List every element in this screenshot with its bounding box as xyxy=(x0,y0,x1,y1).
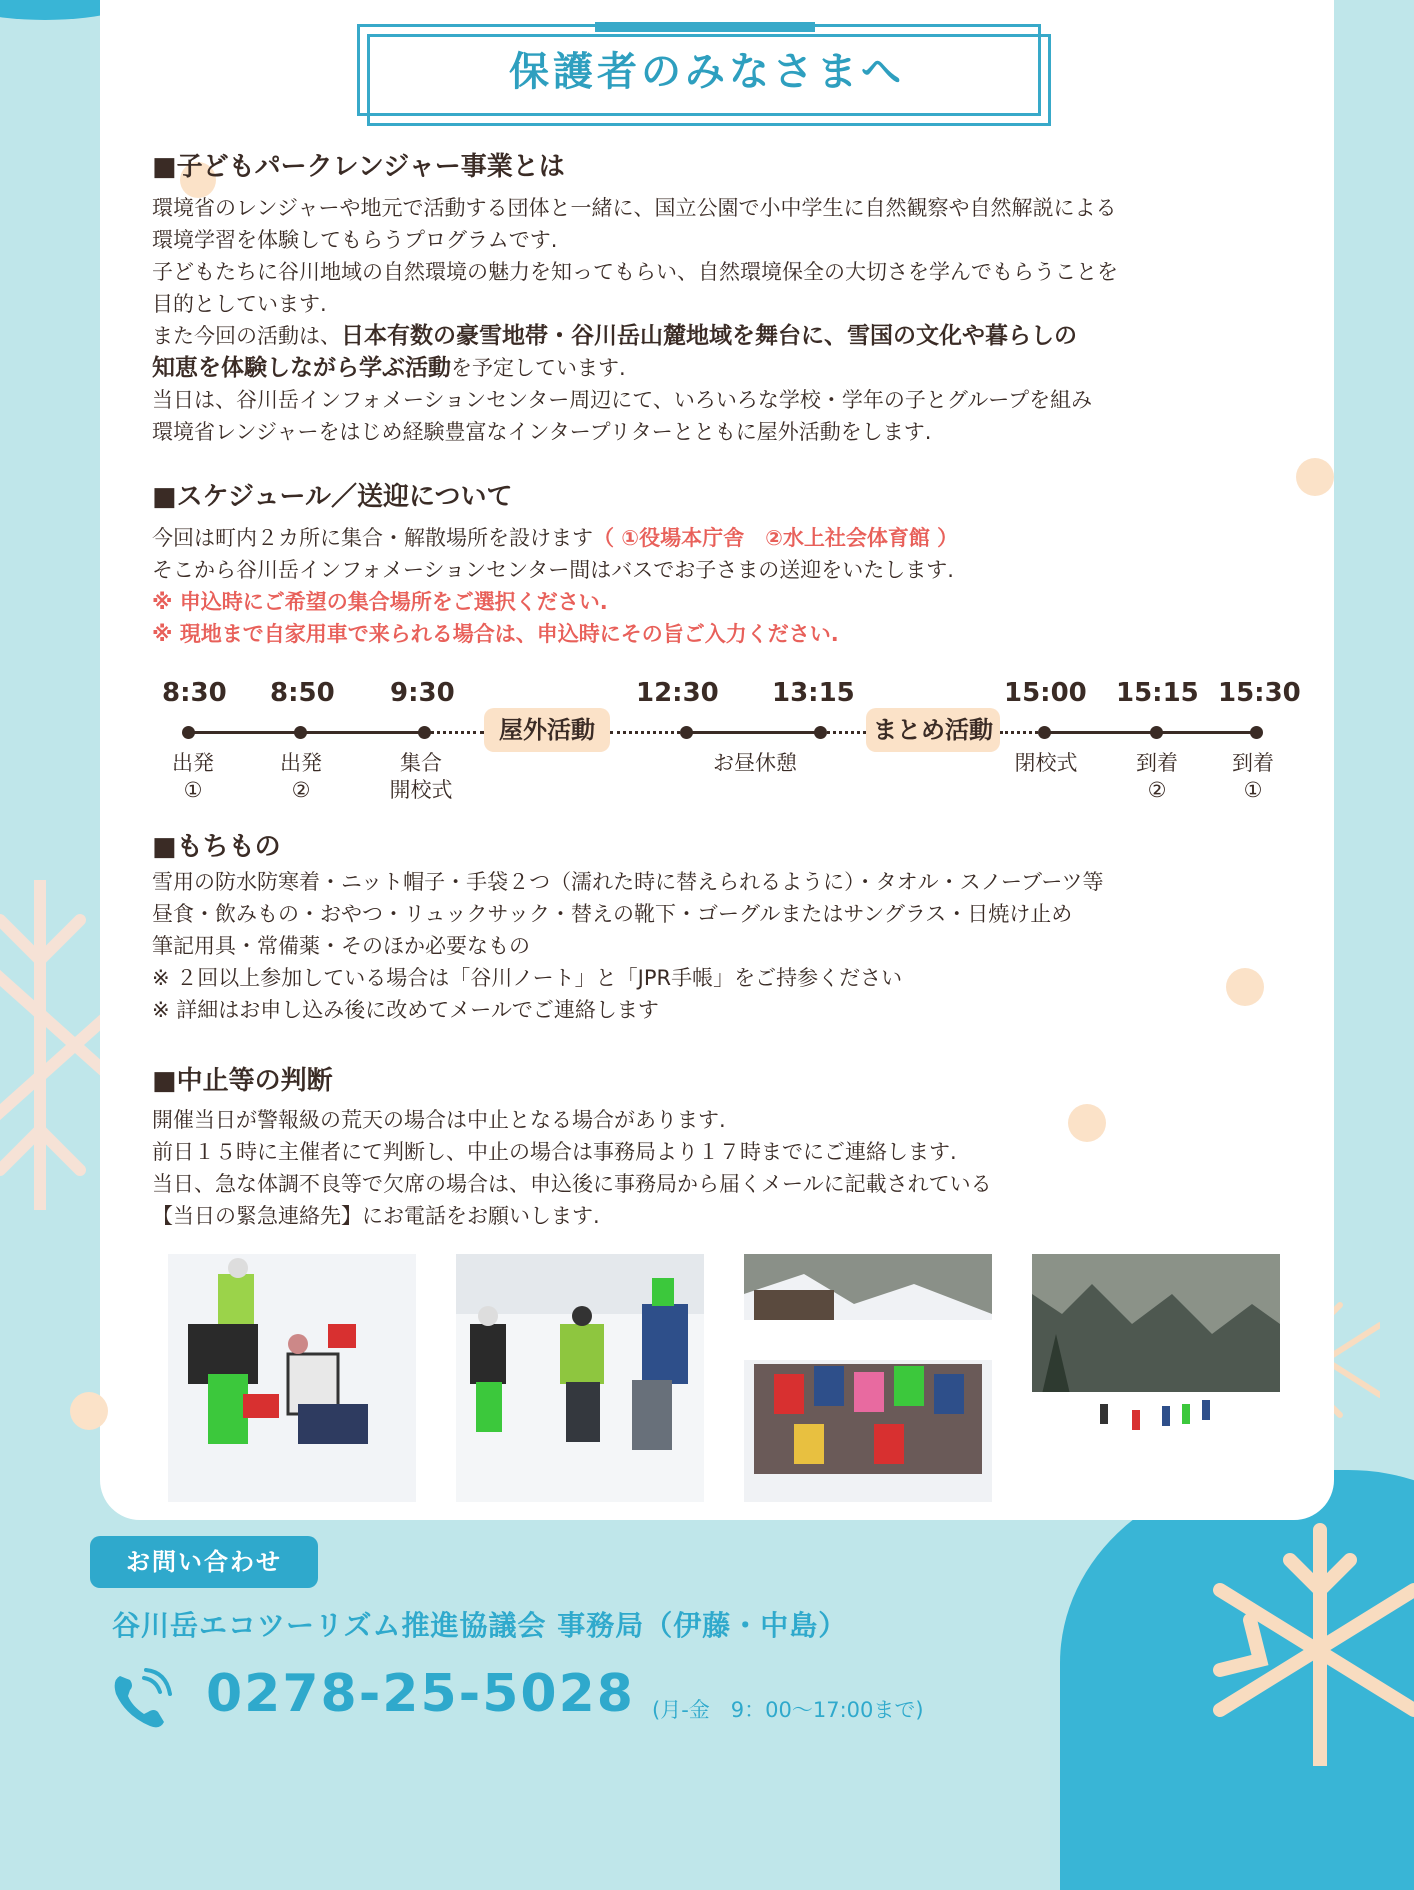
timeline-label: お昼休憩 xyxy=(713,751,797,775)
timeline-time: 15:30 xyxy=(1218,678,1301,708)
about-text: 環境省のレンジャーや地元で活動する団体と一緒に、国立公園で小中学生に自然観察や自然解説による 環境学習を体験してもらうプログラムです. 子どもたちに谷川地域の自然環境の魅力を知ってもらい、自然環境保全の大切さを学んでもらうことを 目的としています. また今回の活動は、日本有数の豪雪地帯・谷川岳山麓地域を舞台に、雪国の文化や暮らしの 知恵を体験しながら学ぶ活動を予定しています. 当日は、谷川岳インフォメーションセンター周辺にて、いろいろな学校・学年の子とグループを組み 環境省レンジャーをはじめ経験豊富なインタープリターとともに屋外活動をします. xyxy=(152,196,1118,444)
pill-summary-activity: まとめ活動 xyxy=(866,708,1000,752)
decor-dot xyxy=(1068,1104,1106,1142)
decor-dot xyxy=(70,1392,108,1430)
section-heading-schedule: ■スケジュール／送迎について xyxy=(152,482,513,512)
section-heading-belongings: ■もちもの xyxy=(152,832,281,862)
timeline-time: 12:30 xyxy=(636,678,719,708)
photo-group xyxy=(744,1254,992,1502)
timeline-label: 出発 ① xyxy=(172,751,214,802)
timeline-time: 9:30 xyxy=(390,678,455,708)
schedule-text: 今回は町内２カ所に集合・解散場所を設けます（ ①役場本庁舎 ②水上社会体育館 ） そこから谷川岳インフォメーションセンター間はバスでお子さまの送迎をいたします. ※ 申込時にご希望の集合場所をご選択ください. ※ 現地まで自家用車で来られる場合は、申込時にその旨ご入力ください. xyxy=(152,526,959,646)
phone-number[interactable]: 0278-25-5028 xyxy=(206,1664,635,1724)
timeline-time: 15:00 xyxy=(1004,678,1087,708)
snowflake-icon xyxy=(1190,1510,1414,1766)
decor-dot xyxy=(1296,458,1334,496)
photo-forest-snowfield xyxy=(1032,1254,1280,1502)
timeline-time: 15:15 xyxy=(1116,678,1199,708)
timeline-label: 閉校式 xyxy=(1014,751,1078,775)
timeline-label: 出発 ② xyxy=(280,751,322,802)
timeline-label: 到着 ① xyxy=(1232,751,1274,802)
photo-children-digging-snow xyxy=(168,1254,416,1502)
cancellation-text: 開催当日が警報級の荒天の場合は中止となる場合があります. 前日１５時に主催者にて判断し、中止の場合は事務局より１７時までにご連絡します. 当日、急な体調不良等で欠席の場合は、申込後に事務局から届くメールに記載されている 【当日の緊急連絡先】にお電話をお願いします. xyxy=(152,1108,992,1228)
timeline-time: 8:30 xyxy=(162,678,227,708)
title-frame xyxy=(357,24,1047,120)
timeline-label: 集合 開校式 xyxy=(389,751,453,802)
contact-tag: お問い合わせ xyxy=(90,1536,318,1588)
decor-dot xyxy=(1226,968,1264,1006)
pill-outdoor-activity: 屋外活動 xyxy=(484,708,610,752)
page-title: 保護者のみなさまへ xyxy=(509,49,905,95)
timeline-time: 8:50 xyxy=(270,678,335,708)
section-heading-cancellation: ■中止等の判断 xyxy=(152,1066,333,1096)
phone-icon xyxy=(110,1668,180,1732)
timeline-label: 到着 ② xyxy=(1136,751,1178,802)
section-heading-about: ■子どもパークレンジャー事業とは xyxy=(152,152,565,182)
belongings-text: 雪用の防水防寒着・ニット帽子・手袋２つ（濡れた時に替えられるように）・タオル・スノーブーツ等 昼食・飲みもの・おやつ・リュックサック・替えの靴下・ゴーグルまたはサングラス・日焼け止め 筆記用具・常備薬・そのほか必要なもの ※ ２回以上参加している場合は「谷川ノート」と「JPR手帳」をご持参ください ※ 詳細はお申し込み後に改めてメールでご連絡します xyxy=(152,870,1104,1022)
timeline-time: 13:15 xyxy=(772,678,855,708)
business-hours: (月-金 9：00〜17:00まで) xyxy=(652,1698,924,1722)
organization-name: 谷川岳エコツーリズム推進協議会 事務局（伊藤・中島） xyxy=(112,1609,848,1642)
photo-children-snowshoe xyxy=(456,1254,704,1502)
